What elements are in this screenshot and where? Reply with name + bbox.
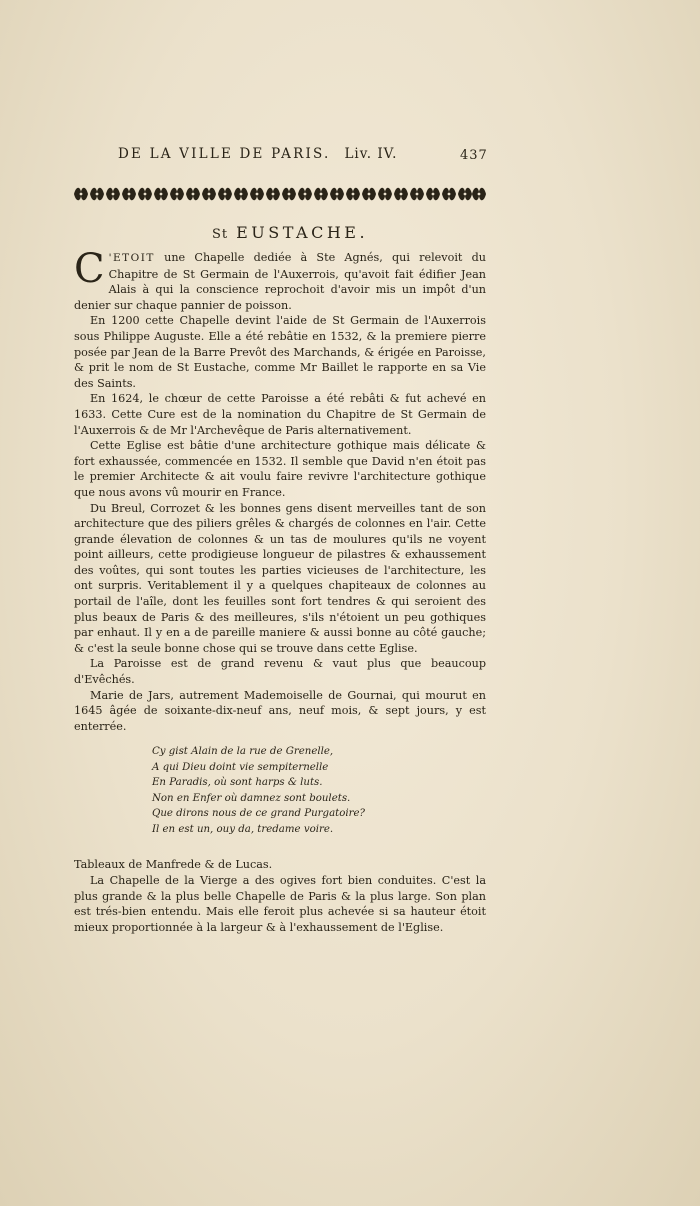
- running-header: [118, 146, 490, 162]
- paragraph-6: La Paroisse est de grand revenu & vaut plus que beaucoup d'Evêchés.: [74, 657, 486, 687]
- paragraph-5: Du Breul, Corrozet & les bonnes gens disent merveilles tant de son architecture que des piliers grêles & chargés de colonnes en l'air. Cette grande élevation de colonnes & un tas de moulures qu'ils ne voyent point ailleurs, cette prodigieuse longueur de pilastres & exhaussement des voûtes, qui sont toutes les parties vicieuses de l'architecture, les ont surpris. Veritablement il y a quelques chapiteaux de colonnes au portail de l'aîle, dont les feuilles sont fort tendres & qui seroient des plus beaux de Paris & des meilleures, s'ils n'étoient un peu gothiques par enhaut. Il y en a de pareille maniere & aussi bonne au côté gauche; & c'est la seule bonne chose qui se trouve dans cette Eglise.: [74, 501, 486, 655]
- book-number: Liv. IV.: [344, 146, 398, 162]
- poem-line: Il en est un, ouy da, tredame voire.: [152, 823, 334, 835]
- poem-line: Non en Enfer où damnez sont boulets.: [152, 792, 351, 804]
- paragraph-3: En 1624, le chœur de cette Paroisse a été rebâti & fut achevé en 1633. Cette Cure est de la nomination du Chapitre de St Germain de l'Auxerrois & de Mr l'Archevêque de Paris alternativement.: [74, 392, 486, 437]
- drop-cap: C: [74, 246, 105, 292]
- poem-line: En Paradis, où sont harps & luts.: [152, 777, 323, 789]
- main-text: [74, 246, 486, 935]
- poem-line: A qui Dieu doint vie sempiternelle: [152, 761, 329, 773]
- section-title: [0, 223, 700, 242]
- paragraph-1: [74, 246, 486, 313]
- section-name: EUSTACHE.: [236, 223, 369, 242]
- running-title: DE LA VILLE DE PARIS.: [118, 146, 331, 162]
- poem-line: Cy gist Alain de la rue de Grenelle,: [152, 746, 334, 758]
- opening-word: 'ETOIT: [108, 252, 155, 264]
- fleuron-band: [74, 183, 486, 205]
- paragraph-9: La Chapelle de la Vierge a des ogives fort bien conduites. C'est la plus grande & la plus belle Chapelle de Paris & la plus large. Son plan est trés-bien entendu. Mais elle feroit plus achevée si sa hauteur étoit mieux proportionnée à la largeur & à l'exhaussement de l'Eglise.: [74, 874, 486, 934]
- paragraph-1-text: une Chapelle dediée à Ste Agnés, qui relevoit du Chapitre de St Germain de l'Auxerrois, qu'avoit fait édifier Jean Alais à qui la conscience reprochoit d'avoir mis un impôt d'un denier sur chaque pannier de poisson.: [74, 251, 486, 312]
- paragraph-2: En 1200 cette Chapelle devint l'aide de St Germain de l'Auxerrois sous Philippe Auguste. Elle a été rebâtie en 1532, & la premiere pierre posée par Jean de la Barre Prevôt des Marchands, & érigée en Paroisse, & prit le nom de St Eustache, comme Mr Baillet le rapporte en sa Vie des Saints.: [74, 314, 486, 390]
- paragraph-8: Tableaux de Manfrede & de Lucas.: [74, 858, 273, 872]
- epitaph-poem: [152, 744, 486, 837]
- page-number: 437: [460, 148, 488, 163]
- paragraph-4: Cette Eglise est bâtie d'une architecture gothique mais délicate & fort exhaussée, commencée en 1532. Il semble que David n'en étoit pas le premier Architecte & ait voulu faire revivre l'architecture gothique que nous avons vû mourir en France.: [74, 439, 486, 499]
- spacer: [74, 845, 486, 857]
- paragraph-7: Marie de Jars, autrement Mademoiselle de Gournai, qui mourut en 1645 âgée de soixante-dix-neuf ans, neuf mois, & sept jours, y est enterrée.: [74, 688, 486, 733]
- poem-line: Que dirons nous de ce grand Purgatoire?: [152, 808, 365, 820]
- saint-prefix: St: [211, 227, 229, 242]
